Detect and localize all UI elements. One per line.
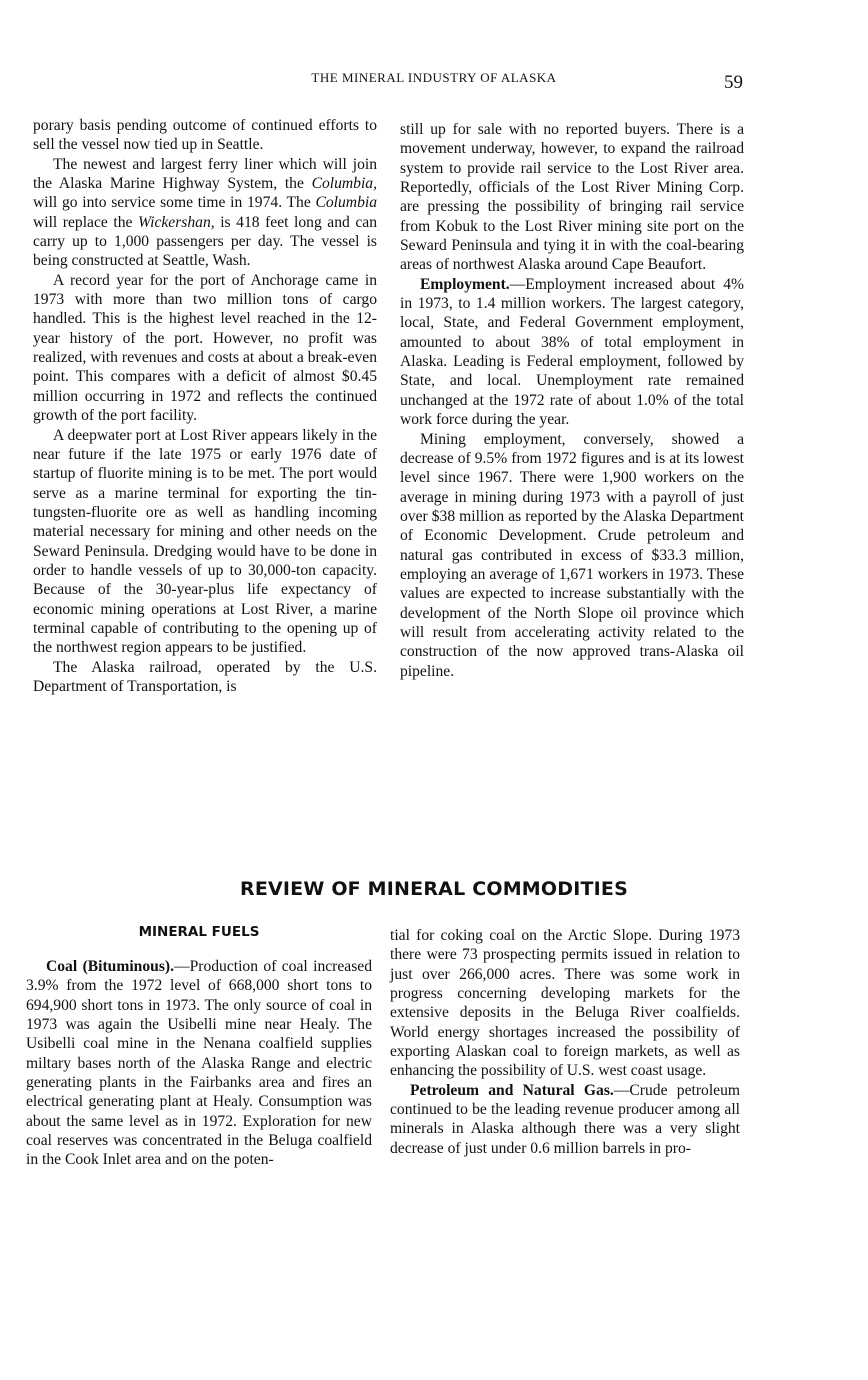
run-in-heading: Employment.: [420, 275, 510, 293]
paragraph-coal: [26, 957, 372, 1170]
text-run: —Production of coal increased 3.9% from the 1972 level of 668,000 short tons to 694,900 short tons in 1973. The only source of coal in 1973 was again the Usibelli mine near Healy. The Usibelli coal mine in the Nenana coalfield supplies miltary bases north of the Alaska Range and electric generating plants in the Fairbanks area and fires an electrical generating plant at Healy. Consumption was about the same level as in 1972. Exploration for new coal reserves was concentrated in the Beluga coalfield in the Cook Inlet area and on the poten-: [26, 958, 372, 1169]
vessel-name: Columbia: [315, 194, 377, 212]
column-bottom-right: [390, 926, 740, 1158]
paragraph-continuation: porary basis pending outcome of continued efforts to sell the vessel now tied up in Seattle.: [33, 117, 377, 154]
text-run: will replace the: [33, 213, 138, 231]
paragraph-anchorage-port: A record year for the port of Anchorage came in 1973 with more than two million tons of cargo handled. This is the highest level reached in the 12-year history of the port. However, no profit was realized, with revenues and costs at about a break-even point. This compares with a deficit of almost $0.45 million occurring in 1972 and reflects the continued growth of the port facility.: [33, 271, 377, 425]
column-bottom-left: [26, 957, 372, 1170]
text-run: will go into service some time in 1974. The: [33, 194, 316, 212]
section-title: REVIEW OF MINERAL COMMODITIES: [240, 878, 628, 900]
paragraph-employment: [400, 275, 744, 430]
subsection-title: MINERAL FUELS: [138, 924, 260, 940]
text-run: The newest and largest ferry liner which will join the Alaska Marine Highway System, the: [33, 155, 377, 193]
column-top-right: [400, 120, 744, 681]
paragraph-railroad-continuation: still up for sale with no reported buyers. There is a movement underway, however, to expand the railroad system to provide rail service to the Lost River area. Reportedly, officials of the Lost River Mining Corp. are pressing the possibility of bringing rail service from Kobuk to the Lost River mining site port on the Seward Peninsula and tying it in with the coal-bearing areas of northwest Alaska around Cape Beaufort.: [400, 121, 744, 274]
vessel-name: Columbia,: [311, 175, 377, 193]
running-header: THE MINERAL INDUSTRY OF ALASKA: [311, 70, 557, 85]
text-run: —Employment increased about 4% in 1973, to 1.4 million workers. The largest category, local, State, and Federal Government employment, amounted to about 38% of total employment in Alaska. Leading is Federal employment, followed by State, and local. Unemployment rate remained unchanged at the 1972 rate of about 1.0% of the total work force during the year.: [400, 275, 744, 429]
paragraph-alaska-railroad: The Alaska railroad, operated by the U.S. Department of Transportation, is: [33, 658, 377, 695]
paragraph-mining-employment: Mining employment, conversely, showed a decrease of 9.5% from 1972 figures and is at its lowest level since 1967. There were 1,900 workers on the average in mining during 1973 with a payroll of just over $38 million as reported by the Alaska Department of Economic Development. Crude petroleum and natural gas contributed in excess of $33.3 million, employing an average of 1,671 workers in 1973. These values are expected to increase substantially with the development of the North Slope oil province which will result from accelerating activity related to the construction of the now approved trans-Alaska oil pipeline.: [400, 430, 744, 680]
run-in-heading: Coal (Bituminous).: [46, 958, 174, 975]
text-run: is 418 feet long and can carry up to 1,000 passengers per day. The vessel is being constructed at Seattle, Wash.: [33, 213, 377, 270]
vessel-name: Wickershan,: [137, 213, 215, 231]
page-number: 59: [724, 72, 743, 93]
paragraph-petroleum: [390, 1081, 740, 1158]
column-top-left: [33, 116, 377, 696]
text-run: —Crude petroleum continued to be the leading revenue producer among all minerals in Alaska although there was a very slight decrease of just under 0.6 million barrels in pro-: [390, 1081, 741, 1157]
paragraph-ferry-liner: [33, 155, 377, 271]
paragraph-coal-continuation: tial for coking coal on the Arctic Slope. During 1973 there were 73 prospecting permits issued in relation to just over 266,000 acres. There was some work in progress concerning developing markets for the extensive deposits in the Beluga River coalfields. World energy shortages increased the possibility of exporting Alaskan coal to foreign markets, as well as enhancing the possibility of U.S. west coast usage.: [390, 927, 740, 1080]
run-in-heading: Petroleum and Natural Gas.: [410, 1081, 614, 1099]
paragraph-lost-river-port: A deepwater port at Lost River appears likely in the near future if the late 1975 or early 1976 date of startup of fluorite mining is to be met. The port would serve as a marine terminal for exporting the tin-tungsten-fluorite ore as well as handling incoming material necessary for mining and other needs on the Seward Peninsula. Dredging would have to be done in order to handle vessels of up to 30,000-ton capacity. Because of the 30-year-plus life expectancy of economic mining operations at Lost River, a marine terminal capable of contributing to the opening up of the northwest region appears to be justified.: [33, 426, 377, 657]
